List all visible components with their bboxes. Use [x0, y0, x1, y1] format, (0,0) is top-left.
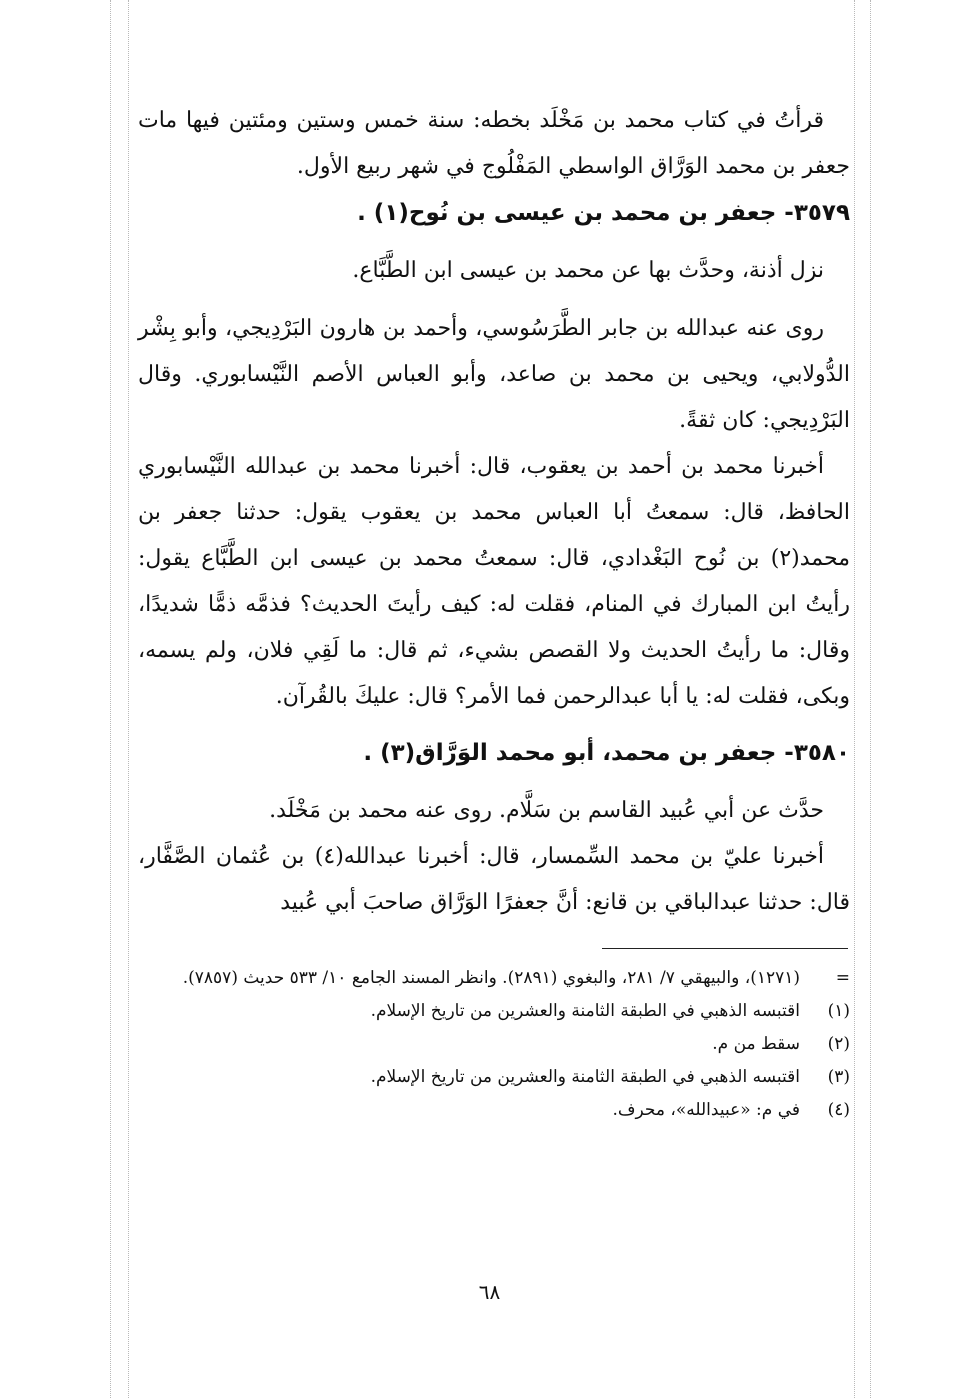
footnote-number: (٣)	[827, 1067, 850, 1087]
entry-heading-3580: ٣٥٨٠- جعفر بن محمد، أبو محمد الوَرَّاق(٣) .	[363, 740, 850, 766]
footnote-continuation	[138, 962, 850, 995]
entry-3579-paragraph-2: روى عنه عبدالله بن جابر الطَّرَسُوسي، وأحمد بن هارون البَرْدِيجي، وأبو بِشْر الدُّولابي، ويحيى بن محمد بن صاعد، وأبو العباس الأصم النَّيْسابوري. وقال البَرْدِيجي: كان ثقةً.	[138, 316, 850, 433]
footnote-text: اقتبسه الذهبي في الطبقة الثامنة والعشرين من تاريخ الإسلام.	[370, 1067, 800, 1087]
footnote-number: (٢)	[827, 1034, 850, 1054]
page-number: ٦٨	[478, 1280, 501, 1304]
footnote-text: في م: «عبيدالله»، محرف.	[612, 1100, 800, 1120]
footnote-item	[138, 1028, 850, 1061]
footnote-text: سقط من م.	[712, 1034, 800, 1054]
spacer	[138, 236, 850, 248]
footnote-number: (١)	[827, 1001, 850, 1021]
main-text	[138, 98, 850, 926]
margin-guide-line	[870, 0, 871, 1398]
footnote-item	[138, 1061, 850, 1094]
footnote-text: اقتبسه الذهبي في الطبقة الثامنة والعشرين من تاريخ الإسلام.	[370, 1001, 800, 1021]
footnote-separator	[602, 948, 848, 949]
entry-3579-paragraph-1: نزل أذنة، وحدَّث بها عن محمد بن عيسى ابن الطَّبَّاع.	[352, 258, 824, 283]
continuation-text: (١٢٧١)، والبيهقي ٧/ ٢٨١، والبغوي (٢٨٩١). وانظر المسند الجامع ١٠/ ٥٣٣ حديث (٧٨٥٧).	[182, 968, 800, 988]
footnote-item	[138, 1094, 850, 1127]
continuation-marker: =	[835, 968, 850, 988]
spacer	[138, 294, 850, 306]
entry-3579-paragraph-3: أخبرنا محمد بن أحمد بن يعقوب، قال: أخبرنا محمد بن عبدالله النَّيْسابوري الحافظ، قال: سمعتُ أبا العباس محمد بن يعقوب يقول: حدثنا جعفر بن محمد(٢) بن نُوح البَغْدادي، قال: سمعتُ محمد بن عيسى ابن الطَّبَّاع يقول: رأيتُ ابن المبارك في المنام، فقلت له: كيف رأيتَ الحديث؟ فذمَّه ذمًّا شديدًا، وقال: ما رأيتُ الحديث ولا القصص بشيء، ثم قال: ما لَقِي فلان، ولم يسمه، وبكى، فقلت له: يا أبا عبدالرحمن فما الأمر؟ قال: عليكَ بالقُرآن.	[138, 454, 850, 709]
margin-guide-line	[128, 0, 129, 1398]
entry-3580-paragraph-2: أخبرنا عليّ بن محمد السِّمسار، قال: أخبرنا عبدالله(٤) بن عُثمان الصَّفَّار، قال: حدثنا عبدالباقي بن قانع: أنَّ جعفرًا الوَرَّاق صاحبَ أبي عُبيد	[138, 844, 850, 915]
margin-guide-line	[854, 0, 855, 1398]
spacer	[138, 776, 850, 788]
entry-3580-paragraph-1: حدَّث عن أبي عُبيد القاسم بن سَلَّام. روى عنه محمد بن مَخْلَد.	[269, 798, 824, 823]
margin-guide-line	[110, 0, 111, 1398]
footnotes	[138, 962, 850, 1127]
opening-paragraph: قرأتُ في كتاب محمد بن مَخْلَد بخطه: سنة خمس وستين ومئتين فيها مات جعفر بن محمد الوَرَّاق الواسطي المَفْلُوج في شهر ربيع الأول.	[138, 108, 850, 179]
entry-heading-3579: ٣٥٧٩- جعفر بن محمد بن عيسى بن نُوح(١) .	[357, 200, 850, 226]
footnote-item	[138, 995, 850, 1028]
footnote-number: (٤)	[827, 1100, 850, 1120]
